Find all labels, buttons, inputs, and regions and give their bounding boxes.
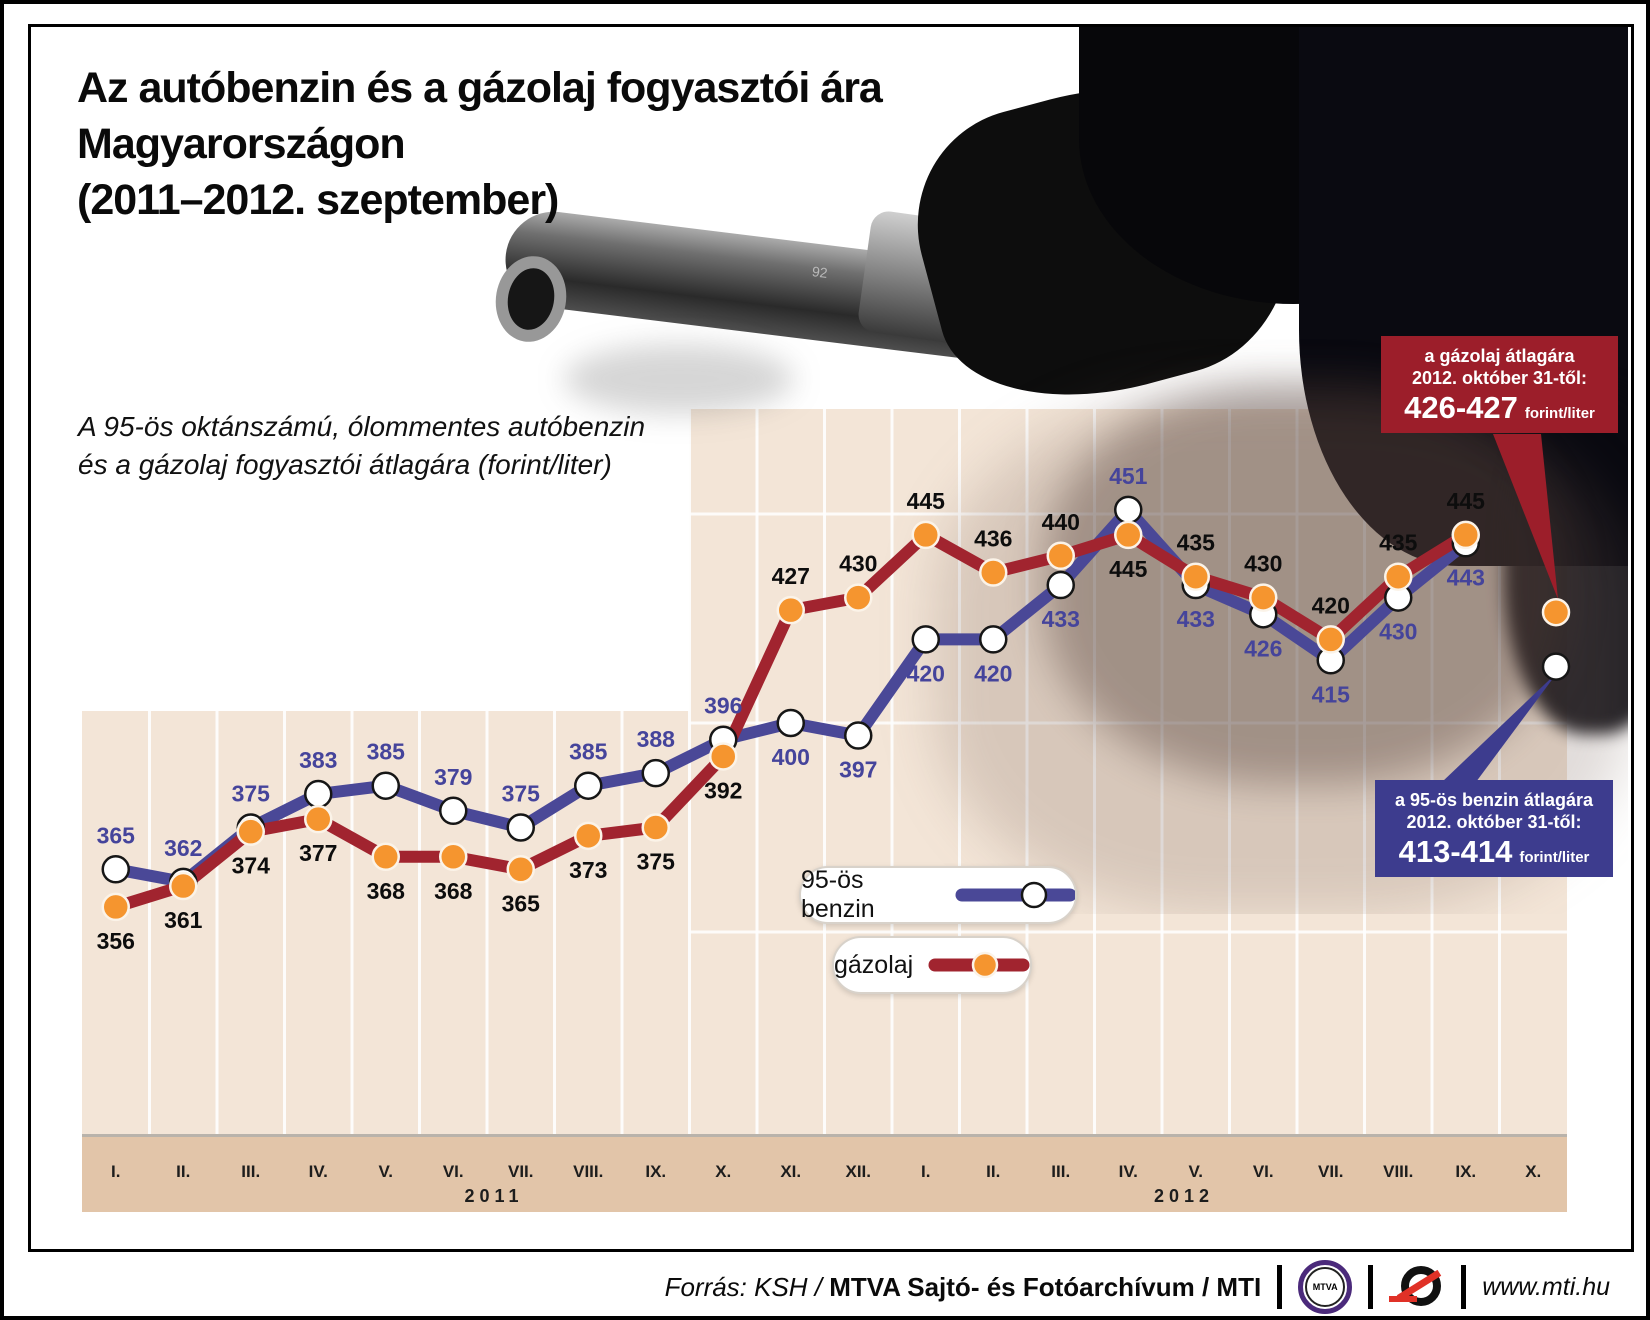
- value-label-gazolaj: 365: [501, 890, 540, 917]
- announced-point-benzin: [1543, 654, 1569, 680]
- source-credit: [665, 1272, 1262, 1303]
- data-point-benzin: [575, 773, 601, 799]
- x-tick-label: VI.: [442, 1162, 464, 1181]
- value-label-benzin: 430: [1379, 618, 1418, 645]
- data-point-gazolaj: [980, 560, 1006, 586]
- data-point-gazolaj: [710, 743, 736, 769]
- data-point-gazolaj: [170, 873, 196, 899]
- value-label-benzin: 426: [1244, 635, 1283, 662]
- value-label-gazolaj: 361: [164, 907, 203, 934]
- value-label-gazolaj: 435: [1176, 529, 1215, 556]
- value-label-benzin: 379: [434, 763, 473, 790]
- data-point-gazolaj: [440, 844, 466, 870]
- footer-divider: [1277, 1265, 1282, 1309]
- data-point-gazolaj: [508, 856, 534, 882]
- value-label-gazolaj: 373: [569, 856, 608, 883]
- value-label-benzin: 400: [771, 744, 810, 770]
- value-label-benzin: 365: [96, 822, 135, 849]
- value-label-benzin: 397: [839, 756, 878, 783]
- legend-item-gazolaj: [832, 936, 1032, 994]
- x-tick-label: V.: [378, 1162, 394, 1181]
- value-label-gazolaj: 368: [434, 877, 473, 904]
- legend-item-benzin: [799, 866, 1077, 924]
- page-title: [77, 60, 882, 228]
- callout-gazolaj-line1: a gázolaj átlagára: [1424, 346, 1575, 366]
- data-point-gazolaj: [1048, 543, 1074, 569]
- value-label-gazolaj: 430: [1244, 550, 1283, 577]
- value-label-gazolaj: 392: [704, 777, 743, 804]
- footer-divider: [1461, 1265, 1466, 1309]
- value-label-benzin: 388: [636, 726, 675, 753]
- data-point-benzin: [1115, 497, 1141, 523]
- callout-gazolaj-unit: forint/liter: [1524, 405, 1595, 422]
- x-tick-label: II.: [986, 1162, 1001, 1181]
- value-label-benzin: 443: [1446, 564, 1485, 591]
- x-tick-label: IX.: [645, 1162, 667, 1181]
- data-point-gazolaj: [103, 894, 129, 920]
- year-label: 2012: [1153, 1186, 1215, 1206]
- value-label-gazolaj: 435: [1379, 529, 1418, 556]
- legend-swatch-gazolaj-line: [927, 951, 1030, 979]
- data-point-benzin: [845, 723, 871, 749]
- data-point-benzin: [440, 798, 466, 824]
- x-tick-label: V.: [1188, 1162, 1204, 1181]
- callout-benzin-value: 413-414: [1398, 834, 1513, 869]
- x-tick-label: III.: [1051, 1162, 1071, 1181]
- data-point-gazolaj: [373, 844, 399, 870]
- mtva-logo-label: MTVA: [1305, 1267, 1345, 1307]
- callout-benzin: [1375, 780, 1613, 877]
- callout-pointer-benzin: [1442, 672, 1558, 782]
- value-label-gazolaj: 445: [1446, 487, 1485, 514]
- value-label-gazolaj: 375: [636, 848, 675, 875]
- x-tick-label: IV.: [1118, 1162, 1138, 1181]
- subtitle-line-1: A 95-ös oktánszámú, ólommentes autóbenzin: [78, 411, 646, 442]
- x-tick-label: I.: [111, 1162, 121, 1181]
- nozzle-marking: 92: [811, 263, 829, 281]
- value-label-benzin: 433: [1041, 606, 1080, 633]
- callout-gazolaj: [1381, 336, 1618, 433]
- x-tick-label: X.: [1525, 1162, 1542, 1181]
- x-tick-label: III.: [241, 1162, 261, 1181]
- title-line-1: Az autóbenzin és a gázolaj fogyasztói ára: [77, 64, 882, 112]
- value-label-benzin: 433: [1176, 606, 1215, 633]
- value-label-gazolaj: 377: [299, 840, 338, 867]
- callout-gazolaj-line2: 2012. október 31-től:: [1411, 368, 1588, 388]
- data-point-gazolaj: [643, 815, 669, 841]
- value-label-benzin: 396: [704, 692, 743, 719]
- data-point-benzin: [373, 773, 399, 799]
- value-label-benzin: 415: [1311, 681, 1350, 708]
- value-label-benzin: 420: [974, 660, 1013, 687]
- data-point-benzin: [305, 781, 331, 807]
- data-point-benzin: [1048, 572, 1074, 598]
- data-point-gazolaj: [1115, 522, 1141, 548]
- callout-gazolaj-value: 426-427: [1404, 390, 1518, 425]
- value-label-gazolaj: 356: [96, 927, 135, 954]
- chart-subtitle: [78, 408, 645, 484]
- x-tick-label: XII.: [845, 1162, 872, 1181]
- callout-benzin-unit: forint/liter: [1519, 849, 1590, 866]
- title-line-3: (2011–2012. szeptember): [77, 176, 559, 224]
- value-label-benzin: 385: [366, 738, 405, 765]
- x-tick-label: X.: [715, 1162, 732, 1181]
- source-prefix: Forrás: KSH /: [664, 1271, 830, 1302]
- value-label-benzin: 375: [501, 780, 540, 807]
- legend-label-gazolaj: gázolaj: [834, 950, 914, 979]
- x-tick-label: VI.: [1252, 1162, 1274, 1181]
- callout-benzin-line1: a 95-ös benzin átlagára: [1394, 790, 1594, 810]
- x-tick-label: XI.: [780, 1162, 802, 1181]
- data-point-benzin: [778, 710, 804, 736]
- footer: [665, 1258, 1610, 1316]
- callout-pointer-gazolaj: [1493, 434, 1558, 599]
- data-point-gazolaj: [778, 597, 804, 623]
- data-point-benzin: [643, 760, 669, 786]
- year-label: 2011: [464, 1186, 524, 1206]
- website-url: www.mti.hu: [1482, 1272, 1610, 1301]
- value-label-benzin: 451: [1109, 462, 1148, 489]
- value-label-gazolaj: 445: [1109, 555, 1148, 582]
- value-label-gazolaj: 420: [1311, 592, 1350, 619]
- value-label-benzin: 385: [569, 738, 608, 765]
- value-label-gazolaj: 440: [1041, 508, 1080, 535]
- data-point-gazolaj: [1318, 626, 1344, 652]
- x-tick-label: VIII.: [1383, 1162, 1414, 1181]
- mti-logo-red-underline: [1389, 1296, 1417, 1302]
- value-label-benzin: 383: [299, 747, 338, 774]
- x-tick-label: IX.: [1455, 1162, 1477, 1181]
- x-tick-label: VII.: [507, 1162, 534, 1181]
- value-label-gazolaj: 436: [974, 525, 1013, 552]
- x-tick-label: II.: [176, 1162, 191, 1181]
- legend-swatch-benzin-line: [954, 881, 1075, 909]
- data-point-gazolaj: [1453, 522, 1479, 548]
- data-point-benzin: [103, 856, 129, 882]
- announced-point-gazolaj: [1543, 599, 1569, 625]
- value-label-gazolaj: 445: [906, 487, 945, 514]
- data-point-gazolaj: [1250, 585, 1276, 611]
- callout-benzin-line2: 2012. október 31-től:: [1406, 812, 1582, 832]
- value-label-benzin: 420: [906, 660, 945, 687]
- source-main: MTVA Sajtó- és Fotóarchívum / MTI: [829, 1271, 1262, 1302]
- data-point-gazolaj: [238, 819, 264, 845]
- data-point-benzin: [913, 626, 939, 652]
- x-tick-label: VIII.: [573, 1162, 604, 1181]
- value-label-gazolaj: 427: [771, 563, 810, 590]
- data-point-gazolaj: [305, 806, 331, 832]
- mti-logo: [1389, 1260, 1445, 1314]
- data-point-gazolaj: [913, 522, 939, 548]
- mtva-logo: [1298, 1260, 1352, 1314]
- data-point-gazolaj: [1385, 564, 1411, 590]
- legend-label-benzin: 95-ös benzin: [801, 866, 875, 923]
- data-point-gazolaj: [845, 585, 871, 611]
- title-line-2: Magyarországon: [77, 120, 405, 168]
- data-point-gazolaj: [575, 823, 601, 849]
- data-point-gazolaj: [1183, 564, 1209, 590]
- footer-divider: [1368, 1265, 1373, 1309]
- data-point-benzin: [508, 815, 534, 841]
- value-label-gazolaj: 430: [839, 550, 878, 577]
- x-tick-label: IV.: [308, 1162, 328, 1181]
- data-point-benzin: [980, 626, 1006, 652]
- x-tick-label: I.: [921, 1162, 931, 1181]
- value-label-gazolaj: 368: [366, 877, 405, 904]
- x-tick-label: VII.: [1317, 1162, 1344, 1181]
- value-label-gazolaj: 374: [231, 852, 270, 879]
- value-label-benzin: 375: [231, 780, 270, 807]
- value-label-benzin: 362: [164, 834, 203, 861]
- subtitle-line-2: és a gázolaj fogyasztói átlagára (forint/liter): [78, 449, 612, 480]
